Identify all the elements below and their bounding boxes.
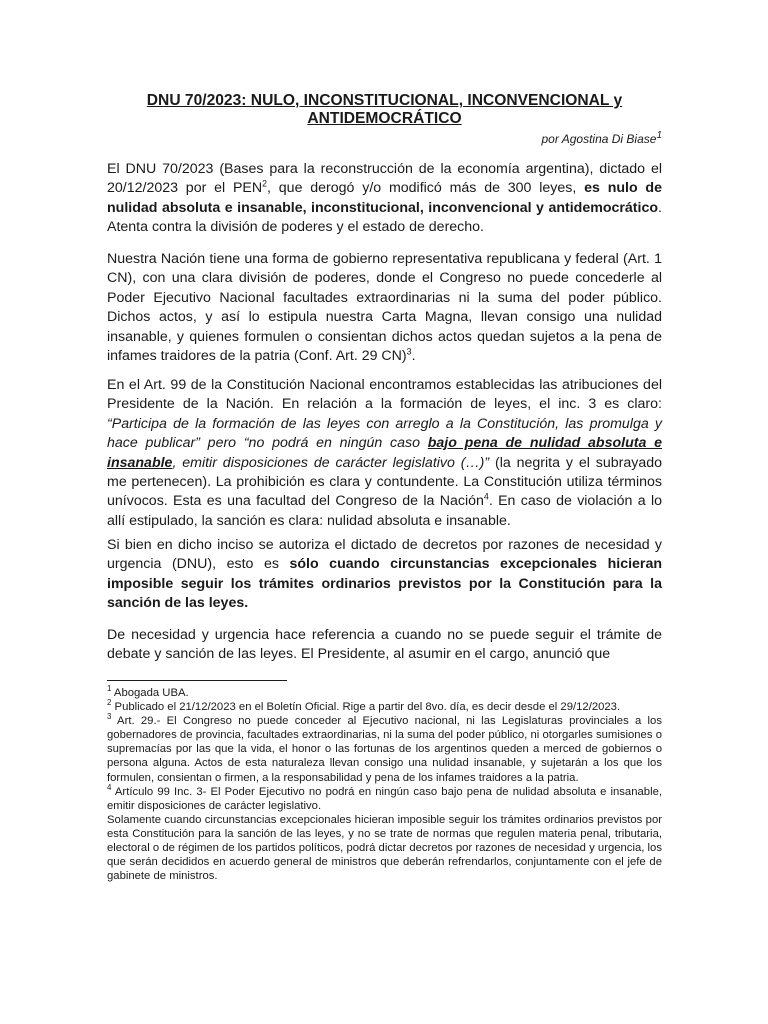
p3-quote-2: , emitir disposiciones de carácter legislativo (…)”: [172, 454, 490, 471]
author-byline: [541, 130, 662, 146]
footnote-mark: 4: [107, 782, 112, 792]
footnote-text: Artículo 99 Inc. 3- El Poder Ejecutivo no podrá en ningún caso bajo pena de nulidad absoluta e insanable, emitir disposiciones de carácter legislativo.: [107, 785, 662, 812]
paragraph-4: [107, 536, 662, 614]
p5-text-1: De necesidad y urgencia hace referencia a cuando no se puede seguir el trámite de debate y sanción de las leyes. El Presidente, al asumir en el cargo, anunció que: [107, 627, 662, 663]
p1-text-3: . Atenta contra la división de poderes y el estado de derecho.: [107, 199, 662, 236]
footnote-text: Publicado el 21/12/2023 en el Boletín Oficial. Rige a partir del 8vo. día, es decir desde el 29/12/2023.: [111, 701, 621, 714]
p3-text-3: . En caso de violación a lo allí estipulado, la sanción es clara: nulidad absoluta e insanable.: [107, 493, 662, 529]
footnote-2: [107, 700, 662, 714]
p2-text-2: .: [411, 348, 416, 365]
footnote-4: [107, 782, 662, 813]
p3-text-1: En el Art. 99 de la Constitución Nacional encontramos establecidas las atribuciones del Presidente de la Nación. En relación a la formación de leyes, el inc. 3 es claro:: [107, 377, 662, 413]
p2-text-1: Nuestra Nación tiene una forma de gobierno representativa republicana y federal (Art. 1 CN), con una clara división de poderes, donde el Congreso no puede concederle al Poder Ejecutivo Nacional facultades extraordinarias ni la suma del poder público. Dichos actos, y así lo estipula nuestra Carta Magna, llevan consigo una nulidad insanable, y quienes formulen o consientan dichos actos quedan sujetos a la pena de infames traidores de la patria (Conf. Art. 29 CN): [107, 251, 662, 365]
p4-text-1: Si bien en dicho inciso se autoriza el dictado de decretos por razones de necesidad y urgencia (DNU), esto es: [107, 537, 662, 573]
p4-bold: sólo cuando circunstancias excepcionales hicieran imposible seguir los trámites ordinarios previstos por la Constitución para la sanción de las leyes.: [107, 556, 662, 612]
paragraph-3: [107, 376, 662, 531]
footnote-mark: 1: [107, 684, 112, 694]
footnotes: [107, 686, 662, 883]
footnote-3: [107, 714, 662, 784]
footnote-text: Art. 29.- El Congreso no puede conceder al Ejecutivo nacional, ni las Legislaturas provinciales a los gobernadores de provincia, facultades extraordinarias, ni la suma del poder público, ni otorgarles sumisiones o supremacías por las que la vida, el honor o las fortunas de los argentinos queden a merced de gobiernos o persona alguna. Actos de esta naturaleza llevan consigo una nulidad insanable, y sujetarán a los que los formulen, consientan o firmen, a la responsabilidad y pena de los infames traidores a la patria.: [107, 715, 662, 784]
footnote-ref-3: 3: [406, 346, 412, 357]
footnote-ref-4: 4: [483, 491, 489, 502]
footnote-text: Abogada UBA.: [111, 687, 189, 699]
footnote-separator: [107, 680, 287, 681]
p1-bold: es nulo de nulidad absoluta e insanable, inconstitucional, inconvencional y antidemocrático: [107, 180, 662, 216]
p3-quote-1: “Participa de la formación de las leyes con arreglo a la Constitución, las promulga y hace publicar” pero “no podrá en ningún caso: [107, 415, 662, 452]
footnote-4-continued: [107, 813, 662, 883]
p1-text-1: El DNU 70/2023 (Bases para la reconstrucción de la economía argentina), dictado el 20/12/2023 por el PEN: [107, 161, 662, 197]
footnote-text: Solamente cuando circunstancias excepcionales hicieran imposible seguir los trámites ordinarios previstos por esta Constitución para la sanción de las leyes, y no se trate de normas que regulen materia penal, tributaria, electoral o de régimen de los partidos políticos, podrá dictar decretos por razones de necesidad y urgencia, los que serán decididos en acuerdo general de ministros que deberán refrendarlos, conjuntamente con el jefe de gabinete de ministros.: [107, 813, 662, 883]
footnote-1: [107, 686, 662, 700]
document-title: DNU 70/2023: NULO, INCONSTITUCIONAL, INCONVENCIONAL y ANTIDEMOCRÁTICO: [146, 92, 623, 127]
p3-bold-underline: bajo pena de nulidad absoluta e insanable: [107, 435, 662, 471]
author-name: por Agostina Di Biase: [541, 132, 657, 146]
paragraph-1: [107, 160, 662, 238]
author-footnote-mark: 1: [656, 130, 662, 141]
paragraph-2: [107, 250, 662, 366]
paragraph-5: [107, 626, 662, 665]
footnote-mark: 2: [107, 698, 112, 708]
footnote-mark: 3: [107, 712, 112, 722]
footnote-ref-2: 2: [262, 178, 268, 189]
p3-text-2: (la negrita y el subrayado me pertenecen). La prohibición es clara y contundente. La Constitución utiliza términos unívocos. Esta es una facultad del Congreso de la Nación: [107, 454, 663, 510]
p1-text-2: , que derogó y/o modificó más de 300 leyes,: [267, 180, 585, 197]
